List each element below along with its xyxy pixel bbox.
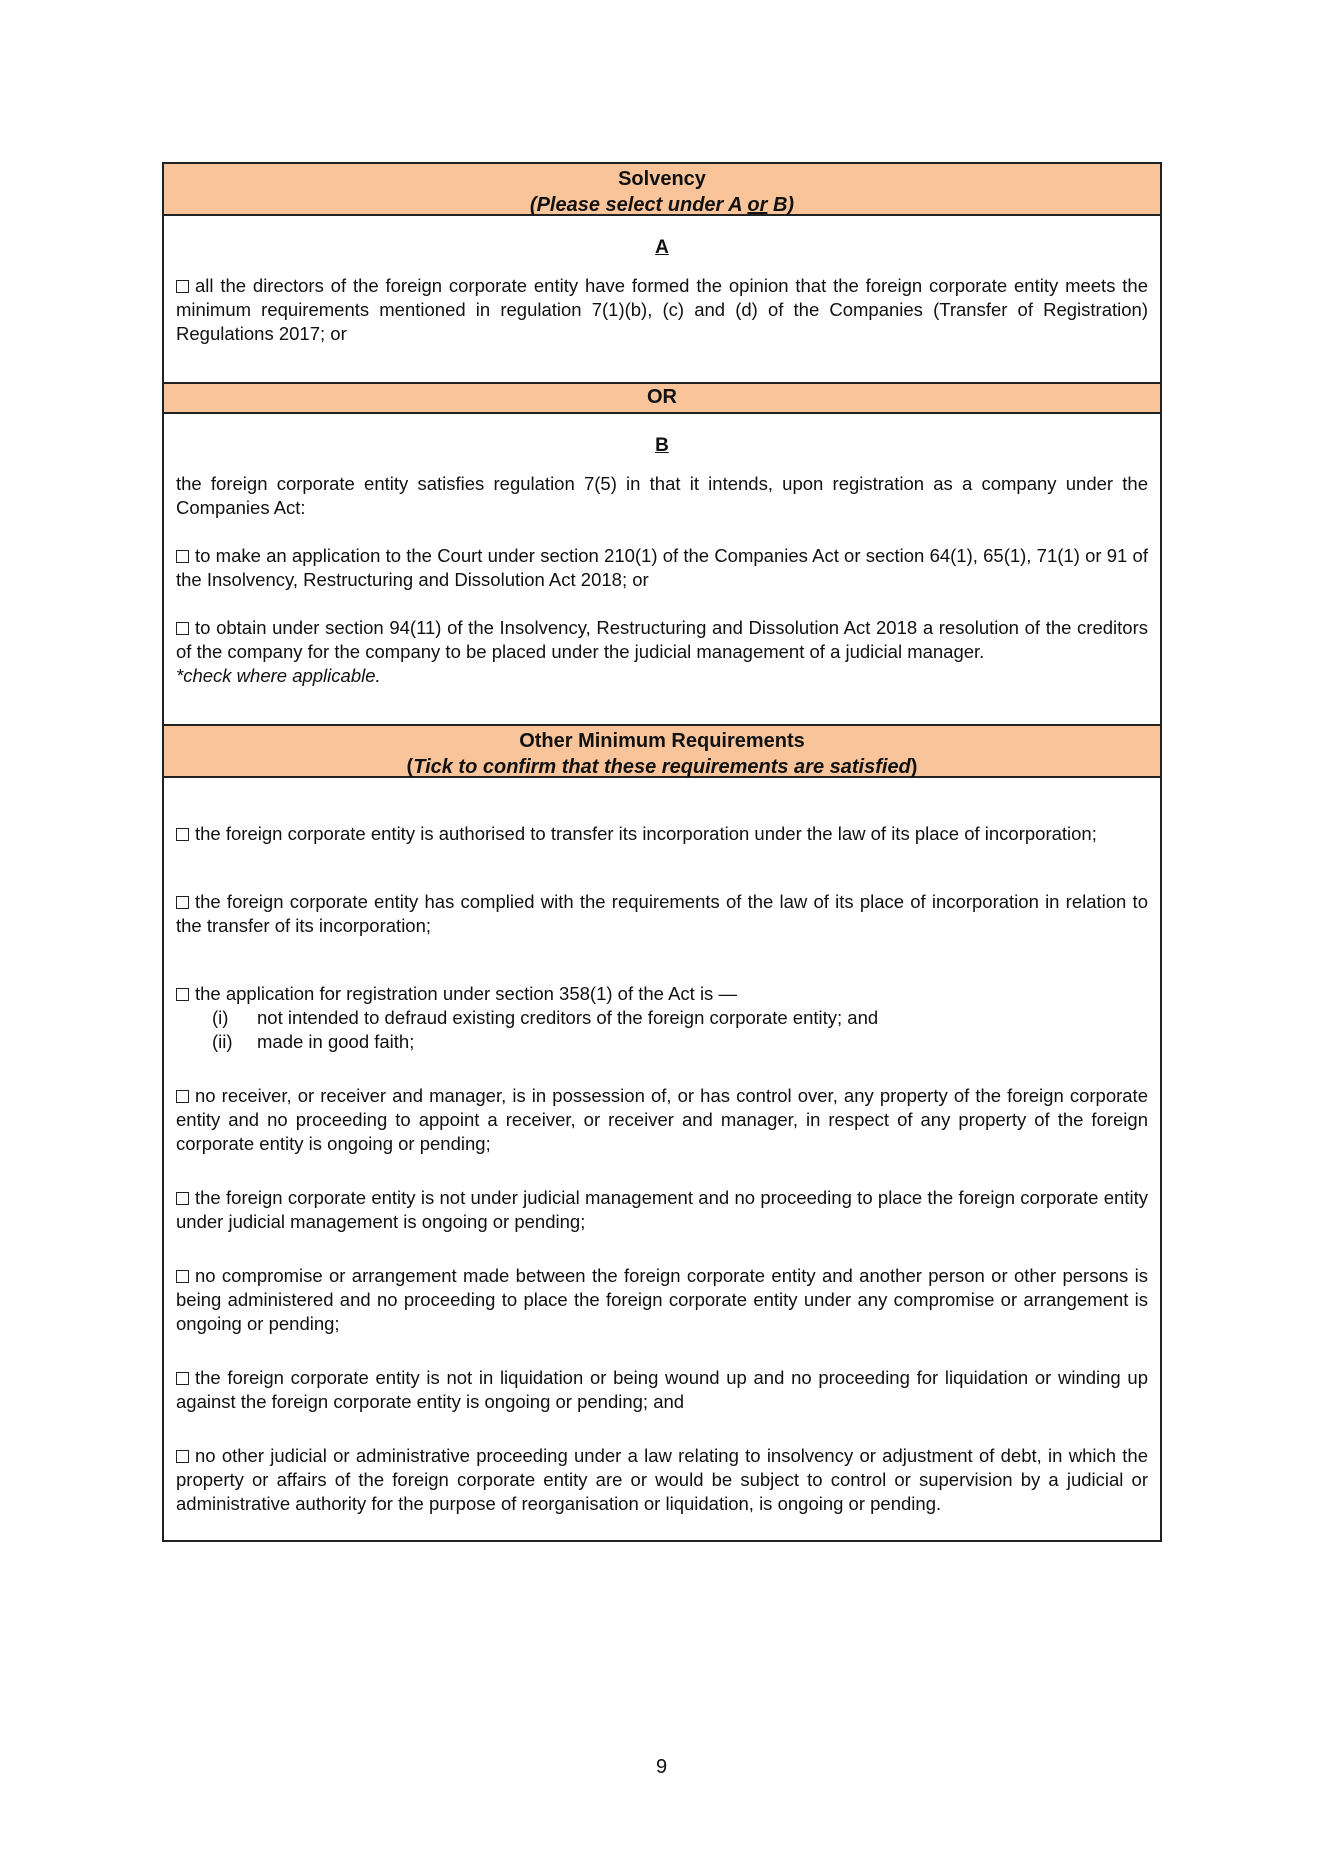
checkbox-b-1[interactable]: [176, 550, 189, 563]
requirement-item: [176, 1264, 1148, 1336]
requirement-item: [176, 1366, 1148, 1414]
checkbox-req-7[interactable]: [176, 1372, 189, 1385]
section-a-option-1: [176, 274, 1148, 346]
other-requirements-subtitle-text: Tick to confirm that these requirements are satisfied: [413, 756, 911, 778]
subtitle-open-paren: (: [406, 756, 414, 778]
other-requirements-header: [164, 726, 1160, 778]
checkbox-req-1[interactable]: [176, 828, 189, 841]
section-b-option-1: [176, 544, 1148, 592]
requirement-text: no compromise or arrangement made between the foreign corporate entity and another person or other persons is being administered and no proceeding to place the foreign corporate entity under any compromise or arrangement is ongoing or pending;: [176, 1265, 1148, 1334]
requirement-item: [176, 982, 1148, 1006]
other-requirements-title: Other Minimum Requirements: [519, 730, 805, 752]
requirement-text: no other judicial or administrative proceeding under a law relating to insolvency or adjustment of debt, in which the property or affairs of the foreign corporate entity are or would be subject to control or supervision by a judicial or administrative authority for the purpose of reorganisation or liquidation, is ongoing or pending.: [176, 1445, 1148, 1514]
requirement-text: the foreign corporate entity is not under judicial management and no proceeding to place the foreign corporate entity under judicial management is ongoing or pending;: [176, 1187, 1148, 1232]
requirement-text: the foreign corporate entity is authorised to transfer its incorporation under the law of its place of incorporation;: [195, 823, 1097, 844]
solvency-title: Solvency: [618, 168, 706, 190]
requirement-item: [176, 822, 1148, 846]
section-b-intro: the foreign corporate entity satisfies regulation 7(5) in that it intends, upon registration as a company under the Companies Act:: [176, 473, 1148, 518]
checkbox-a-1[interactable]: [176, 280, 189, 293]
section-b-note: *check where applicable.: [176, 665, 381, 686]
requirement-item: [176, 890, 1148, 938]
solvency-form-table: [162, 162, 1162, 1542]
sublist-text: not intended to defraud existing creditors of the foreign corporate entity; and: [257, 1007, 879, 1028]
sublist-item: [212, 1030, 1148, 1054]
section-a-option-1-text: all the directors of the foreign corporate entity have formed the opinion that the foreign corporate entity meets the minimum requirements mentioned in regulation 7(1)(b), (c) and (d) of the Companies (Transfer of Registration) Regulations 2017; or: [176, 275, 1148, 344]
section-b-option-1-text: to make an application to the Court under section 210(1) of the Companies Act or section 64(1), 65(1), 71(1) or 91 of the Insolvency, Restructuring and Dissolution Act 2018; or: [176, 545, 1148, 590]
checkbox-req-5[interactable]: [176, 1192, 189, 1205]
section-b-letter: B: [655, 435, 669, 456]
sublist-text: made in good faith;: [257, 1031, 415, 1052]
requirement-text: no receiver, or receiver and manager, is in possession of, or has control over, any property of the foreign corporate entity and no proceeding to appoint a receiver, or receiver and manager, in respect of any property of the foreign corporate entity is ongoing or pending;: [176, 1085, 1148, 1154]
requirement-sublist: [176, 1006, 1148, 1054]
section-b-option-2: [176, 616, 1148, 664]
subtitle-close-paren: ): [910, 756, 918, 778]
other-requirements-subtitle: [164, 754, 1160, 780]
solvency-subtitle-or: or: [747, 194, 768, 216]
requirements-list: [164, 778, 1160, 1540]
solvency-subtitle-pre: (Please select under A: [529, 194, 748, 216]
section-b: [164, 414, 1160, 726]
solvency-header: [164, 164, 1160, 216]
sublist-number: (i): [212, 1007, 229, 1028]
requirement-text: the application for registration under section 358(1) of the Act is —: [195, 983, 737, 1004]
checkbox-req-4[interactable]: [176, 1090, 189, 1103]
requirement-text: the foreign corporate entity has complied with the requirements of the law of its place of incorporation in relation to the transfer of its incorporation;: [176, 891, 1148, 936]
checkbox-req-8[interactable]: [176, 1450, 189, 1463]
requirement-item: [176, 1444, 1148, 1516]
requirement-text: the foreign corporate entity is not in liquidation or being wound up and no proceeding for liquidation or winding up against the foreign corporate entity is ongoing or pending; and: [176, 1367, 1148, 1412]
sublist-item: [212, 1006, 1148, 1030]
checkbox-b-2[interactable]: [176, 622, 189, 635]
or-header: OR: [164, 384, 1160, 414]
requirement-item: [176, 1084, 1148, 1156]
section-b-option-2-text: to obtain under section 94(11) of the Insolvency, Restructuring and Dissolution Act 2018 a resolution of the creditors of the company for the company to be placed under the judicial management of a judicial manager.: [176, 617, 1148, 662]
sublist-number: (ii): [212, 1031, 233, 1052]
checkbox-req-3[interactable]: [176, 988, 189, 1001]
requirement-item: [176, 1186, 1148, 1234]
solvency-subtitle-post: B): [767, 194, 795, 216]
section-a-letter: A: [655, 237, 669, 258]
section-a: [164, 216, 1160, 384]
solvency-subtitle: [164, 192, 1160, 218]
page-number: 9: [655, 1756, 668, 1778]
checkbox-req-6[interactable]: [176, 1270, 189, 1283]
checkbox-req-2[interactable]: [176, 896, 189, 909]
